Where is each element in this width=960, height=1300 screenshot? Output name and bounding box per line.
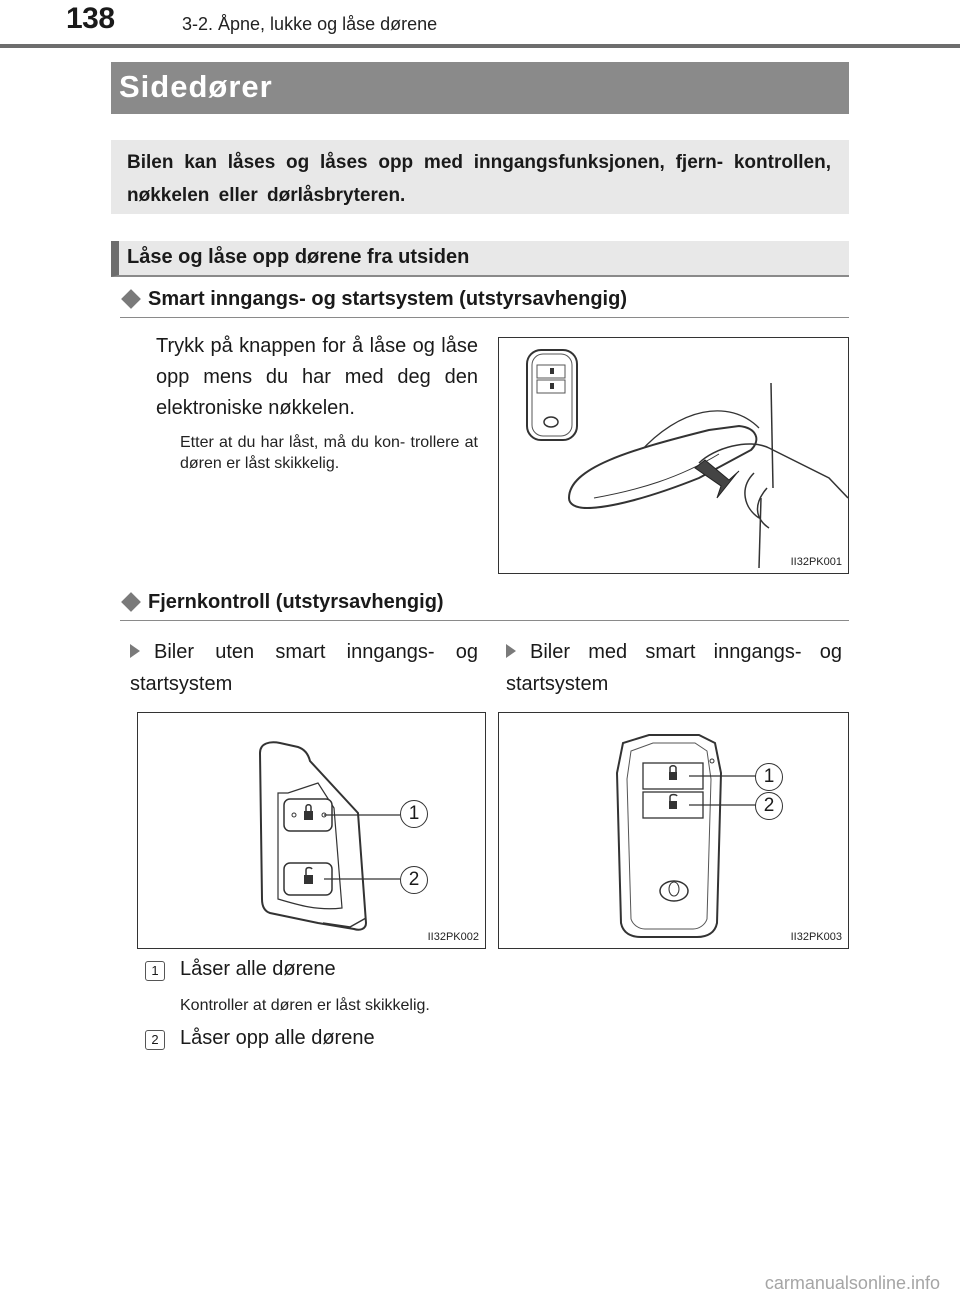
item-1-label: Låser alle dørene [180,958,336,980]
smart-key-illustration [499,713,848,948]
smart-entry-rule [120,317,849,318]
smart-key-figure [498,712,849,949]
item-number-1: 1 [145,961,165,981]
subsection-bar [111,241,849,277]
figure-code: II32PK003 [790,931,842,943]
item-1-note: Kontroller at døren er låst skikkelig. [180,997,430,1014]
left-condition [130,636,478,700]
triangle-bullet-icon [130,644,140,658]
diamond-bullet-icon [121,592,141,612]
door-handle-illustration [499,338,848,573]
left-condition-text: Biler uten smart inngangs- og startsystem [130,641,478,695]
right-condition [506,636,842,700]
flip-key-figure [137,712,486,949]
callout-2: 2 [755,792,783,820]
door-handle-figure [498,337,849,574]
callout-1: 1 [755,763,783,791]
section-title-bar [111,62,849,114]
running-head: 3-2. Åpne, lukke og låse dørene [182,14,438,34]
figure-code: II32PK002 [427,931,479,943]
triangle-bullet-icon [506,644,516,658]
diamond-bullet-icon [121,289,141,309]
item-number-2: 2 [145,1030,165,1050]
remote-rule [120,620,849,621]
intro-text: Bilen kan låses og låses opp med inngangsfunksjonen, fjern- kontrollen, nøkkelen eller dørlåsbryteren. [127,152,831,206]
page-number: 138 [66,2,115,35]
remote-heading-text: Fjernkontroll (utstyrsavhengig) [148,591,444,613]
item-2-label: Låser opp alle dørene [180,1027,375,1049]
smart-entry-instruction: Trykk på knappen for å låse og låse opp mens du har med deg den elektroniske nøkkelen. [156,335,478,419]
right-condition-text: Biler med smart inngangs- og startsystem [506,641,842,695]
watermark: carmanualsonline.info [764,1273,940,1293]
callout-1: 1 [400,800,428,828]
header-rule [0,44,960,48]
remote-heading [120,591,444,614]
intro-box [111,140,849,214]
subsection-title: Låse og låse opp dørene fra utsiden [127,246,470,268]
smart-entry-heading [120,288,627,311]
callout-2: 2 [400,866,428,894]
flip-key-illustration [138,713,485,948]
smart-entry-heading-text: Smart inngangs- og startsystem (utstyrsavhengig) [148,288,627,310]
section-title: Sidedører [119,69,273,104]
figure-code: II32PK001 [790,556,842,568]
smart-entry-note: Etter at du har låst, må du kon- trollere at døren er låst skikkelig. [180,434,478,472]
